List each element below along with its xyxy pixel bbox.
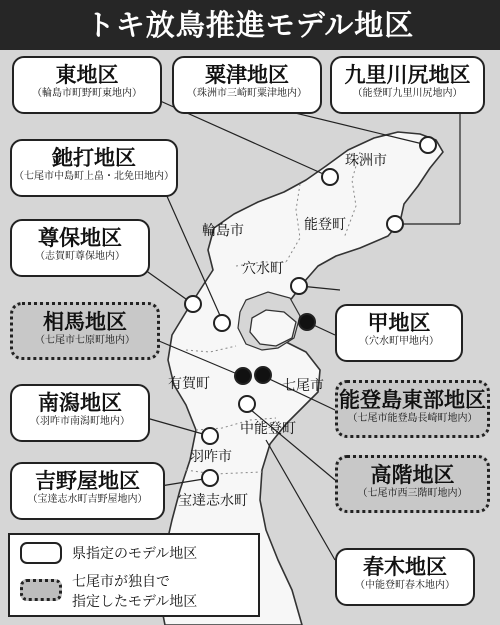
label-wajima: 輪島市	[202, 223, 244, 239]
district-location: （七尾市能登島長崎町地内）	[347, 413, 478, 424]
district-name: 相馬地区	[43, 310, 127, 334]
legend-prefecture-swatch	[20, 542, 62, 564]
district-location: （能登町九里川尻地内）	[352, 88, 463, 99]
district-box-takashina	[335, 455, 490, 513]
district-location: （珠洲市三崎町粟津地内）	[187, 88, 307, 99]
district-location: （宝達志水町吉野屋地内）	[27, 494, 148, 505]
district-box-nata	[10, 139, 178, 197]
district-box-awazu	[172, 56, 322, 114]
label-hakui: 羽咋市	[190, 449, 232, 465]
legend	[8, 533, 260, 617]
district-box-higashi	[12, 56, 162, 114]
legend-prefecture-label: 県指定のモデル地区	[72, 546, 198, 562]
label-hodatsushimizu: 宝達志水町	[178, 493, 248, 509]
label-anamizu: 穴水町	[242, 261, 284, 277]
district-location: （七尾市七原町地内）	[35, 335, 135, 346]
district-name: 東地区	[55, 63, 119, 87]
district-name: 甲地区	[367, 311, 431, 335]
district-location: （穴水町甲地内）	[359, 336, 439, 347]
legend-city-label-2: 指定したモデル地区	[72, 594, 198, 610]
district-box-minamigata	[10, 384, 150, 442]
label-nanao: 七尾市	[282, 378, 324, 394]
label-nakanoto: 中能登町	[240, 421, 296, 437]
district-name: 春木地区	[363, 555, 447, 579]
district-box-yoshinoya	[10, 462, 165, 520]
label-noto: 能登町	[304, 217, 346, 233]
district-box-kurikawajiri	[330, 56, 485, 114]
district-name: 釶打地区	[52, 146, 136, 170]
district-location: （七尾市西三階町地内）	[357, 488, 468, 499]
label-ariga: 有賀町	[168, 376, 210, 392]
district-name: 尊保地区	[38, 226, 122, 250]
district-box-kabuto	[335, 304, 463, 362]
district-box-notojima-tobu	[335, 380, 490, 438]
district-name: 吉野屋地区	[35, 469, 140, 493]
district-name: 能登島東部地区	[339, 388, 486, 412]
district-location: （羽咋市南潟町地内）	[30, 416, 130, 427]
district-box-haruki	[335, 548, 475, 606]
district-name: 九里川尻地区	[344, 63, 471, 87]
district-location: （輪島市町野町東地内）	[32, 88, 142, 99]
legend-city-label-1: 七尾市が独自で	[72, 574, 170, 590]
page-title: トキ放鳥推進モデル地区	[0, 0, 500, 50]
district-box-sonbo	[10, 219, 150, 277]
district-name: 粟津地区	[205, 63, 289, 87]
district-location: （七尾市中島町上畠・北免田地内）	[14, 171, 174, 182]
district-box-soma	[10, 302, 160, 360]
district-location: （中能登町春木地内）	[355, 580, 455, 591]
label-suzu: 珠洲市	[345, 153, 387, 169]
district-name: 高階地区	[370, 463, 455, 487]
legend-city-swatch	[20, 579, 62, 601]
district-name: 南潟地区	[38, 391, 122, 415]
district-location: （志賀町尊保地内）	[35, 251, 125, 262]
